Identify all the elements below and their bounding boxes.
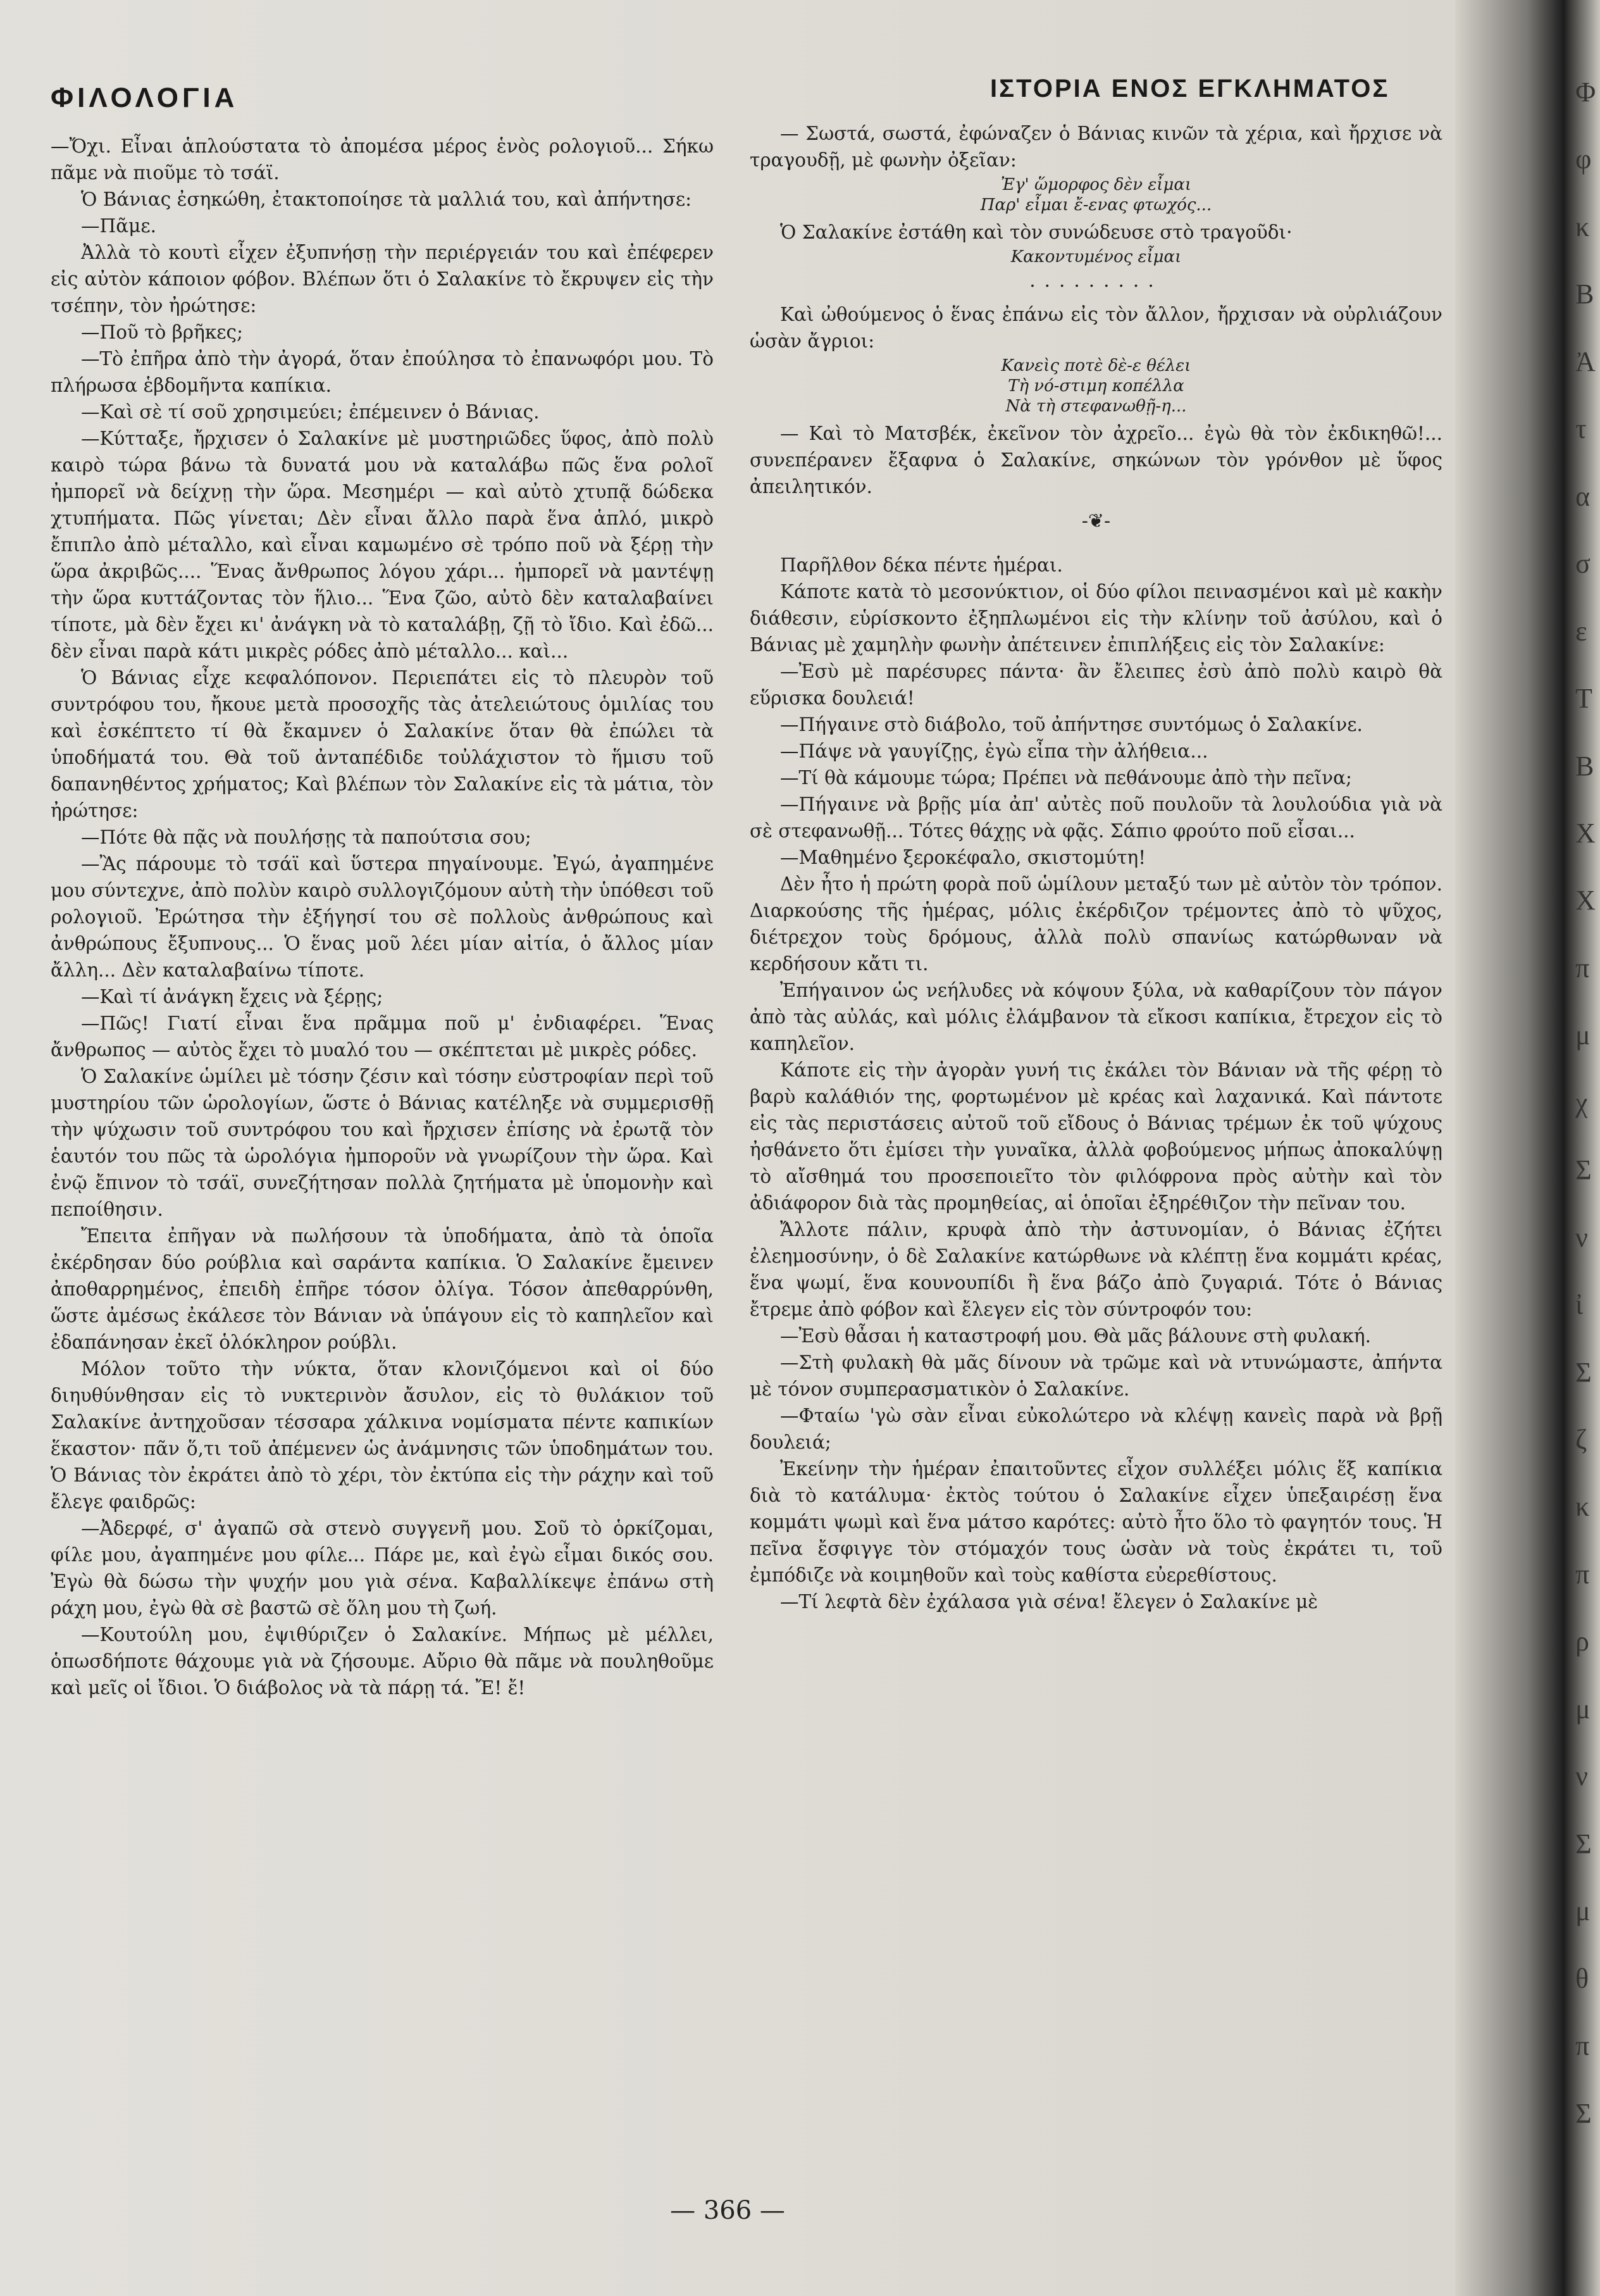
paragraph: —Πῶς! Γιατί εἶναι ἕνα πρᾶμμα ποῦ μ' ἐνδιαφέρει. Ἕνας ἄνθρωπος — αὐτὸς ἔχει τὸ μυαλό του — σκέπτεται μὲ μικρὲς ρόδες. xyxy=(51,1013,714,1061)
paragraph: —Καὶ σὲ τί σοῦ χρησιμεύει; ἐπέμεινεν ὁ Βάνιας. xyxy=(81,401,540,423)
verse-line: Νὰ τὴ στεφανωθῇ-η... xyxy=(1005,397,1187,416)
facing-page-letter: ν xyxy=(1575,1222,1588,1253)
paragraph: Ἔπειτα ἐπῆγαν νὰ πωλήσουν τὰ ὑποδήματα, ἀπὸ τὰ ὁποῖα ἐκέρδησαν δύο ρούβλια καὶ σαράντα καπίκια. Ὁ Σαλακίνε ἔμεινεν ἀποθαρρημένος, ἐπειδὴ ἐπῆρε τόσον ὀλίγα. Τόσον ἀπεθαρρύνθη, ὥστε ἀμέσως ἐκάλεσε τὸν Βάνιαν νὰ ὑπάγουν εἰς τὸ καπηλεῖον καὶ ἐδαπάνησαν ἐκεῖ ὁλόκληρον ρούβλι. xyxy=(51,1225,714,1353)
facing-page-letter: κ xyxy=(1575,211,1590,242)
verse-line: Ἐγ' ὥμορφος δὲν εἶμαι xyxy=(1000,175,1192,194)
verse-line: Κανεὶς ποτὲ δὲ-ε θέλει xyxy=(1001,356,1191,375)
song-verse xyxy=(750,247,1442,267)
paragraph: Δὲν ἦτο ἡ πρώτη φορὰ ποῦ ὡμίλουν μεταξύ των μὲ αὐτὸν τὸν τρόπον. Διαρκούσης τῆς ἡμέρας, μόλις ἐκέρδιζον τρέμοντες ἀπὸ τὸ ψῦχος, διέτρεχον τοὺς δρόμους, ἀλλὰ πολὺ σπανίως κατώρθωναν νὰ κερδήσουν κἄτι τι. xyxy=(750,873,1442,975)
section-ornament-icon: -❦- xyxy=(1081,510,1111,532)
page-number: — 366 — xyxy=(670,2196,785,2225)
paragraph: —Καὶ τί ἀνάγκη ἔχεις νὰ ξέρῃς; xyxy=(81,986,383,1008)
paragraph: Παρῆλθον δέκα πέντε ἡμέραι. xyxy=(780,554,1063,576)
facing-page-letter: π xyxy=(1575,2030,1590,2061)
facing-page-letter: ζ xyxy=(1575,1424,1587,1455)
paragraph: —Τὸ ἐπῆρα ἀπὸ τὴν ἀγορά, ὅταν ἐπούλησα τὸ ἐπανωφόρι μου. Τὸ πλήρωσα ἑβδομῆντα καπίκια. xyxy=(51,348,714,396)
facing-page-letter: μ xyxy=(1575,1694,1591,1725)
paragraph: —Ἀδερφέ, σ' ἀγαπῶ σὰ στενὸ συγγενῆ μου. Σοῦ τὸ ὁρκίζομαι, φίλε μου, ἀγαπημένε μου φίλε... Πάρε με, καὶ ἐγὼ εἶμαι δικός σου. Ἐγὼ θὰ δώσω τὴν ψυχήν μου γιὰ σένα. Καβαλλίκεψε ἐπάνω στὴ ράχη μου, ἐγὼ θὰ σὲ βαστῶ σὲ ὅλη μου τὴ ζωή. xyxy=(51,1518,714,1619)
paragraph: —Πήγαινε νὰ βρῇς μία ἀπ' αὐτὲς ποῦ πουλοῦν τὰ λουλούδια γιὰ νὰ σὲ στεφανωθῇ... Τότες θάχῃς νὰ φᾷς. Σάπιο φρούτο ποῦ εἶσαι... xyxy=(750,794,1442,842)
paragraph: —Ἐσὺ θἆσαι ἡ καταστροφή μου. Θὰ μᾶς βάλουνε στὴ φυλακή. xyxy=(780,1325,1371,1347)
facing-page-letter: π xyxy=(1575,952,1590,983)
paragraph: —Πάψε νὰ γαυγίζῃς, ἐγὼ εἶπα τὴν ἀλήθεια... xyxy=(780,740,1208,762)
facing-page-letter: Σ xyxy=(1575,1357,1592,1388)
ellipsis-line: ......... xyxy=(1029,270,1163,291)
facing-page-letter: Σ xyxy=(1575,1154,1592,1185)
paragraph: — Σωστά, σωστά, ἐφώναζεν ὁ Βάνιας κινῶν τὰ χέρια, καὶ ἤρχισε νὰ τραγουδῇ, μὲ φωνὴν ὀξεῖαν: xyxy=(750,123,1442,171)
facing-page-letter: Σ xyxy=(1575,1828,1592,1859)
facing-page-edge xyxy=(1575,76,1600,2164)
paragraph: —Πότε θὰ πᾷς νὰ πουλήσῃς τὰ παπούτσια σου; xyxy=(81,827,531,848)
paragraph: Ὁ Σαλακίνε ὡμίλει μὲ τόσην ζέσιν καὶ τόσην εὐστροφίαν περὶ τοῦ μυστηρίου τῶν ὡρολογίων, ὥστε ὁ Βάνιας κατέληξε νὰ συμμερισθῇ τὴν ψύχωσιν τοῦ συντρόφου του καὶ ἤρχισεν ἐπίσης νὰ ἐρωτᾷ τὸν ἑαυτόν του πῶς τὰ ὡρολόγια ἠμποροῦν νὰ γνωρίζουν τὴν ὥρα. Καὶ ἐνῷ ἔπινον τὸ τσάϊ, συνεζήτησαν πολλὰ ζητήματα μὲ ὑπομονὴν καὶ πεποίθησιν. xyxy=(51,1066,714,1220)
paragraph: Ὁ Βάνιας ἐσηκώθη, ἐτακτοποίησε τὰ μαλλιά του, καὶ ἀπήντησε: xyxy=(81,189,692,210)
paragraph: Ὁ Σαλακίνε ἐστάθη καὶ τὸν συνώδευσε στὸ τραγοῦδι· xyxy=(780,221,1293,243)
paragraph: —Πᾶμε. xyxy=(81,215,156,237)
song-verse xyxy=(750,175,1442,215)
facing-page-letter: τ xyxy=(1575,413,1587,444)
running-header-left: ΦΙΛΟΛΟΓΙΑ xyxy=(51,82,239,113)
paragraph: —Ποῦ τὸ βρῆκες; xyxy=(81,321,244,343)
facing-page-letter: Φ xyxy=(1575,77,1596,108)
paragraph: —Ἂς πάρουμε τὸ τσάϊ καὶ ὕστερα πηγαίνουμε. Ἐγώ, ἀγαπημένε μου σύντεχνε, ἀπὸ πολὺν καιρὸ συλλογιζόμουν αὐτὴ τὴν ὑπόθεσι τοῦ ρολογιοῦ. Ἐρώτησα τὴν ἐξήγησί του σὲ πολλοὺς ἀνθρώπους καὶ ἀνθρώπους ἔξυπνους... Ὁ ἕνας μοῦ λέει μίαν αἰτία, ὁ ἄλλος μίαν ἄλλη... Δὲν καταλαβαίνω τίποτε. xyxy=(51,853,714,981)
paragraph: — Καὶ τὸ Ματσβέκ, ἐκεῖνον τὸν ἀχρεῖο... ἐγὼ θὰ τὸν ἐκδικηθῶ!... συνεπέρανεν ἔξαφνα ὁ Σαλακίνε, σηκώνων τὸν γρόνθον μὲ ὕφος ἀπειλητικόν. xyxy=(750,423,1442,497)
facing-page-letter: ν xyxy=(1575,1761,1588,1792)
facing-page-letter: ε xyxy=(1575,616,1587,647)
left-column xyxy=(51,133,714,1701)
paragraph: —Τί θὰ κάμουμε τώρα; Πρέπει νὰ πεθάνουμε ἀπὸ τὴν πεῖνα; xyxy=(780,767,1352,789)
facing-page-letter: κ xyxy=(1575,1491,1590,1522)
facing-page-letter: π xyxy=(1575,1559,1590,1590)
verse-line: Παρ' εἶμαι ἔ-ενας φτωχός... xyxy=(980,196,1212,215)
paragraph: —Μαθημένο ξεροκέφαλο, σκιστομύτη! xyxy=(780,847,1146,868)
paragraph: Καὶ ὠθούμενος ὁ ἕνας ἐπάνω εἰς τὸν ἄλλον, ἤρχισαν νὰ οὐρλιάζουν ὡσὰν ἄγριοι: xyxy=(750,304,1442,352)
facing-page-letter: χ xyxy=(1575,1087,1588,1118)
facing-page-letter: σ xyxy=(1575,548,1591,579)
facing-page-letter: Ἀ xyxy=(1575,346,1596,377)
paragraph: Κάποτε εἰς τὴν ἀγορὰν γυνή τις ἐκάλει τὸν Βάνιαν νὰ τῆς φέρῃ τὸ βαρὺ καλάθιόν της, φορτωμένον μὲ κρέας καὶ λαχανικά. Καὶ πάντοτε εἰς τὰς περιστάσεις αὐτοῦ τοῦ εἴδους ὁ Βάνιας τρέμων ἐκ τοῦ ψύχους ἠσθάνετο ὅτι ἐμίσει τὴν γυναῖκα, ἀλλὰ φοβούμενος μήπως ἀποκαλύψῃ τὸ αἴσθημά του προσεποιεῖτο τὸν φιλόφρονα πρὸς αὐτὴν καὶ τὸν ἀδιάφορον διὰ τὰς προμηθείας, αἱ ὁποῖαι ἐξηρέθιζον τὴν πεῖναν του. xyxy=(750,1059,1442,1214)
paragraph: —Στὴ φυλακὴ θὰ μᾶς δίνουν νὰ τρῶμε καὶ νὰ ντυνώμαστε, ἀπήντα μὲ τόνον συμπερασματικὸν ὁ Σαλακίνε. xyxy=(750,1352,1442,1400)
song-verse xyxy=(750,356,1442,416)
facing-page-letter: μ xyxy=(1575,1895,1591,1926)
paragraph: —Πήγαινε στὸ διάβολο, τοῦ ἀπήντησε συντόμως ὁ Σαλακίνε. xyxy=(780,714,1363,735)
facing-page-letter: ρ xyxy=(1575,1626,1589,1657)
paragraph: Ἐκείνην τὴν ἡμέραν ἐπαιτοῦντες εἶχον συλλέξει μόλις ἕξ καπίκια διὰ τὸ κατάλυμα· ἐκτὸς τούτου ὁ Σαλακίνε εἶχεν ὑπεξαιρέσῃ ἕνα κομμάτι ψωμὶ καὶ ἕνα μάτσο καρότες: αὐτὸ ἦτο ὅλο τὸ φαγητόν τους. Ἡ πεῖνα ἔσφιγγε τὸν στόμαχόν τους ὡσὰν νὰ τοὺς ἐκράτει τι, τοῦ ἐμπόδιζε νὰ κοιμηθοῦν καὶ τοὺς καθίστα εὐερεθίστους. xyxy=(750,1458,1442,1586)
paragraph: Μόλον τοῦτο τὴν νύκτα, ὅταν κλονιζόμενοι καὶ οἱ δύο διηυθύνθησαν εἰς τὸ νυκτερινὸν ἄσυλον, εἰς τὸ θυλάκιον τοῦ Σαλακίνε ἀντηχοῦσαν τέσσαρα χάλκινα νομίσματα πέντε καπικίων ἕκαστον· πᾶν ὅ,τι τοῦ ἀπέμενεν ὡς ἀνάμνησις τῶν ὑποδημάτων του. Ὁ Βάνιας τὸν ἐκράτει ἀπὸ τὸ χέρι, τὸν ἐκτύπα εἰς τὴν ράχην καὶ τοῦ ἔλεγε φαιδρῶς: xyxy=(51,1358,714,1513)
facing-page-letter: μ xyxy=(1575,1020,1591,1051)
paragraph: Ἀλλὰ τὸ κουτὶ εἶχεν ἐξυπνήσῃ τὴν περιέργειάν του καὶ ἐπέφερεν εἰς αὐτὸν κάποιον φόβον. Βλέπων ὅτι ὁ Σαλακίνε τὸ ἔκρυψεν εἰς τὴν τσέπην, τὸν ἠρώτησε: xyxy=(51,242,714,316)
running-header-right: ΙΣΤΟΡΙΑ ΕΝΟΣ ΕΓΚΛΗΜΑΤΟΣ xyxy=(990,75,1390,103)
facing-page-letter: Β xyxy=(1575,278,1594,309)
paragraph: Κάποτε κατὰ τὸ μεσονύκτιον, οἱ δύο φίλοι πεινασμένοι καὶ μὲ κακὴν διάθεσιν, εὑρίσκοντο ἐξηπλωμένοι εἰς τὴν κλίνην τοῦ ἀσύλου, καὶ ὁ Βάνιας μὲ χαμηλὴν φωνὴν ἀπέτεινεν ἐπιπλήξεις εἰς τὸν Σαλακίνε: xyxy=(750,581,1442,656)
paragraph: —Τί λεφτὰ δὲν ἐχάλασα γιὰ σένα! ἔλεγεν ὁ Σαλακίνε μὲ xyxy=(780,1591,1318,1613)
facing-page-letter: α xyxy=(1575,481,1591,512)
facing-page-letter: Σ xyxy=(1575,2098,1592,2129)
paragraph: —Ὄχι. Εἶναι ἁπλούστατα τὸ ἀπομέσα μέρος ἑνὸς ρολογιοῦ... Σήκω πᾶμε νὰ πιοῦμε τὸ τσάϊ. xyxy=(51,135,714,184)
facing-page-letter: θ xyxy=(1575,1963,1589,1994)
verse-line: Τὴ νό-στιμη κοπέλλα xyxy=(1008,377,1184,396)
right-column xyxy=(750,120,1442,1615)
paragraph: —Ἐσὺ μὲ παρέσυρες πάντα· ἂν ἔλειπες ἐσὺ ἀπὸ πολὺ καιρὸ θὰ εὕρισκα δουλειά! xyxy=(750,661,1442,709)
paragraph: —Κύτταξε, ἤρχισεν ὁ Σαλακίνε μὲ μυστηριῶδες ὕφος, ἀπὸ πολὺ καιρὸ τώρα βάνω τὰ δυνατά μου νὰ καταλάβω πῶς ἕνα ρολοῖ ἠμπορεῖ νὰ δείχνῃ τὴν ὥρα. Μεσημέρι — καὶ αὐτὸ χτυπᾷ δώδεκα χτυπήματα. Πῶς γίνεται; Δὲν εἶναι ἄλλο παρὰ ἕνα ἁπλό, μικρὸ ἔπιπλο ἀπὸ μέταλλο, καὶ εἶναι καμωμένο σὲ τρόπο ποῦ νὰ ξέρῃ τὴν ὥρα ἀκριβῶς.... Ἕνας ἄνθρωπος λόγου χάρι... ἠμπορεῖ νὰ μαντέψῃ τὴν ὥρα κυττάζοντας τὸν ἥλιο... Ἕνα ζῶο, αὐτὸ δὲν καταλαβαίνει τίποτε, μὰ δὲν ἔχει κι' ἀνάγκη νὰ τὸ καταλάβῃ, ζῇ τὸ ἴδιο. Καὶ ἐδῶ... δὲν εἶναι παρὰ κάτι μικρὲς ρόδες ἀπὸ μέταλλο... καὶ... xyxy=(51,428,714,662)
facing-page-letter: Τ xyxy=(1575,683,1592,714)
paragraph: Ἄλλοτε πάλιν, κρυφὰ ἀπὸ τὴν ἀστυνομίαν, ὁ Βάνιας ἐζήτει ἐλεημοσύνην, ὁ δὲ Σαλακίνε κατώρθωνε νὰ κλέπτῃ ἕνα κομμάτι κρέας, ἕνα ψωμί, ἕνα κουνουπίδι ἢ ἕνα βάζο ἀπὸ ζυγαριά. Τότε ὁ Βάνιας ἔτρεμε ἀπὸ φόβον καὶ ἔλεγεν εἰς τὸν σύντροφόν του: xyxy=(750,1219,1442,1320)
facing-page-letter: Χ xyxy=(1575,818,1596,849)
paragraph: —Κουτούλη μου, ἐψιθύριζεν ὁ Σαλακίνε. Μήπως μὲ μέλλει, ὁπωσδήποτε θάχουμε γιὰ νὰ ζήσουμε. Αὔριο θὰ πᾶμε νὰ πουληθοῦμε καὶ μεῖς οἱ ἴδιοι. Ὁ διάβολος νὰ τὰ πάρῃ τά. Ἔ! ἔ! xyxy=(51,1624,714,1699)
facing-page-letter: φ xyxy=(1575,144,1592,175)
paragraph: —Φταίω 'γὼ σὰν εἶναι εὐκολώτερο νὰ κλέψῃ κανεὶς παρὰ νὰ βρῇ δουλειά; xyxy=(750,1405,1442,1453)
facing-page-letter: ἰ xyxy=(1575,1289,1583,1320)
paragraph: Ὁ Βάνιας εἶχε κεφαλόπονον. Περιεπάτει εἰς τὸ πλευρὸν τοῦ συντρόφου του, ἤκουε μετὰ προσοχῆς τὰς ἀτελειώτους ὁμιλίας του καὶ ἐσκέπτετο τί θὰ ἔκαμνεν ὁ Σαλακίνε ὅταν θὰ ἐπώλει τὰ ὑποδήματά του. Θὰ τοῦ ἀνταπέδιδε τοὐλάχιστον τὸ ἥμισυ τοῦ δαπανηθέντος χρήματος; Καὶ βλέπων τὸν Σαλακίνε εἰς τὰ μάτια, τὸν ἠρώτησε: xyxy=(51,667,714,821)
paragraph: Ἐπήγαινον ὡς νεήλυδες νὰ κόψουν ξύλα, νὰ καθαρίζουν τὸν πάγον ἀπὸ τὰς αὐλάς, καὶ μόλις ἐλάμβανον τὰ εἴκοσι καπίκια, ἔτρεχον εἰς τὸ καπηλεῖον. xyxy=(750,980,1442,1054)
facing-page-letter: Χ xyxy=(1575,885,1596,916)
verse-line: Κακοντυμένος εἶμαι xyxy=(1010,247,1182,266)
facing-page-letter: Β xyxy=(1575,751,1594,782)
